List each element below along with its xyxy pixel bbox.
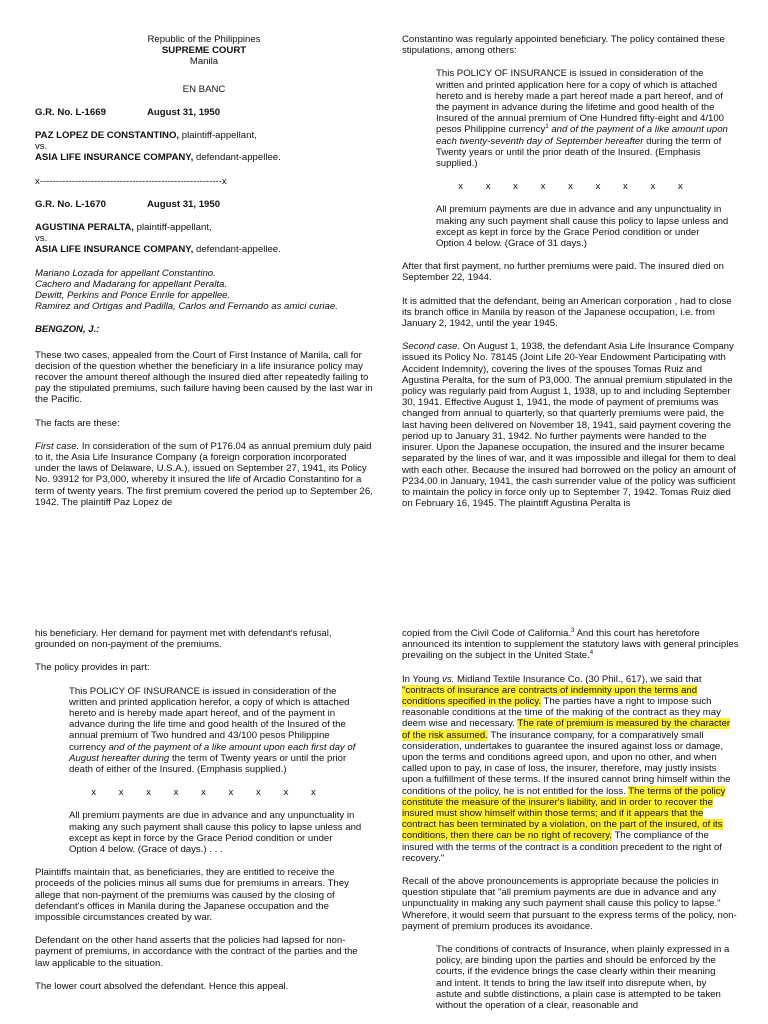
first-case-label: First case. [35, 440, 80, 452]
counsel-list [35, 268, 373, 313]
facts-heading: The facts are these: [35, 417, 120, 429]
policy-quote-5: The conditions of contracts of Insurance, when plainly expressed in a policy, are binding upon the parties and should be enforced by the courts, if the evidence brings the case clearly within their meaning and intent. It tends to bring the law itself into disrepute when, by astute and subtle distinctions, a plain case is attempted to be taken without the operation of a clear, reasonable and [436, 944, 730, 1012]
case-separator: x---------------------------------------------------------x [35, 175, 227, 187]
ellipsis-marks: x x x x x x x x x [458, 181, 684, 193]
document-page-2 [0, 618, 768, 1024]
intro-paragraph: These two cases, appealed from the Court of First Instance of Manila, call for decision of the question whether the beneficiary in a life insurance policy may recover the amount thereof although the insured died after repeatedly failing to pay the stipulated premiums, such failure having been caused by the last war in the Pacific. [35, 349, 373, 406]
policy-provides-line: The policy provides in part: [35, 662, 150, 674]
policy-quote-1 [436, 68, 730, 169]
second-case-text: On August 1, 1938, the defendant Asia Life Insurance Company issued its Policy No. 78145 (Joint Life 20-Year Endowment Participating with Accident Indemnity), covering the lives of the spouses Tomas Ruiz and Agustina Peralta, for the sum of P3,000. The annual premium stipulated in the policy was regularly paid from August 1, 1938, up to and including September 30, 1941. Effective August 1, 1941, the mode of payment of premiums was changed from annual to quarterly, so that quarterly premiums were paid, the last having been delivered on November 18, 1941, said payment covering the period up to January 31, 1942. No further payments were handed to the insurer. Upon the Japanese occupation, the insured and the insurer became separated by the lines of war, and it was impossible and illegal for them to deal with each other. Because the insured had borrowed on the policy an amount of P234.00 in January, 1941, the cash surrender value of the policy was sufficient to maintain the policy in force only up to September 7, 1942. Tomas Ruiz died on February 16, 1945. The plaintiff Agustina Peralta is [402, 341, 736, 510]
page1-right-column [402, 34, 740, 521]
page2-right-column [402, 628, 740, 1023]
counsel-line: Ramirez and Ortigas and Padilla, Carlos and Fernando as amici curiae. [35, 301, 338, 313]
recall-paragraph: Recall of the above pronouncements is appropriate because the policies in question stipulate that "all premium payments are due in advance and any unpunctuality in making any such payment shall cause this policy to lapse." Wherefore, it would seem that pursuant to the express terms of the policy, non-payment of premium produces its avoidance. [402, 876, 737, 932]
case2-plaintiff: AGUSTINA PERALTA, [35, 222, 134, 234]
plaintiffs-maintain-paragraph: Plaintiffs maintain that, as beneficiaries, they are entitled to receive the proceeds of the policies minus all sums due for premiums in arrears. They allege that non-payment of the premiums was caused by the closing of defendant's offices in Manila during the Japanese occupation and the impossible circumstances created by war. [35, 867, 349, 924]
court-city: Manila [189, 56, 219, 68]
republic-line: Republic of the Philippines [147, 34, 261, 45]
case1-gr-line [35, 107, 373, 118]
lower-court-paragraph: The lower court absolved the defendant. Hence this appeal. [35, 980, 289, 992]
quote3-part-c: the term of Twenty years or until the prior death of either of the Insured. (Emphasis supplied.) [69, 752, 347, 776]
en-banc-label: EN BANC [182, 83, 226, 95]
ponente: BENGZON, J.: [35, 324, 100, 336]
footnote-ref: 3 [571, 627, 575, 634]
footnote-ref: 4 [589, 650, 594, 657]
case2-gr-number: G.R. No. L-1670 [35, 198, 106, 210]
court-name: SUPREME COURT [161, 45, 247, 57]
case1-plaintiff: PAZ LOPEZ DE CONSTANTINO, [35, 130, 180, 142]
young-text-e: The compliance of the insured with the terms of the contract is a condition precedent to the right of recovery." [402, 830, 722, 864]
policy-quote-4: All premium payments are due in advance and any unpunctuality in making any such payment shall cause this policy to lapse unless and except as kept in force by the Grace Period condition or under Option 4 below. (Grace of days.) . . . [69, 810, 362, 856]
second-case-paragraph [402, 341, 740, 509]
page2-left-column [35, 628, 373, 1004]
young-vs-midland-paragraph [402, 674, 740, 864]
case1-parties [35, 130, 373, 164]
highlight-1: "contracts of insurance are contracts of indemnity upon the terms and conditions specified in the policy. [402, 684, 698, 708]
defendant-asserts-paragraph: Defendant on the other hand asserts that the policies had lapsed for non-payment of premiums, in accordance with the contract of the parties and the law applicable to the situation. [35, 935, 358, 969]
young-vs: vs. [442, 673, 455, 685]
quote3-part-a: This POLICY OF INSURANCE is issued in consideration of the written and printed application herefor, a copy of which is attached hereto and is hereby made apart hereof, and of the payment in advance during the life time and good health of the Insured of the annual premium of Two hundred and 43/100 pesos Philippine currency [69, 685, 350, 753]
case2-plaintiff-role: plaintiff-appellant, [133, 222, 212, 234]
civil-code-text-a: copied from the Civil Code of California. [402, 628, 572, 639]
case1-defendant-role: defendant-appellee. [193, 152, 281, 164]
young-text-d: The insurance company, for a comparatively small consideration, undertakes to guarantee the insured against loss or damage, upon the terms and conditions agreed upon, and upon no other, and when called upon to pay, in case of loss, the insurer, therefore, may justly insists upon a fulfillment of these terms. If the insured cannot bring himself within the conditions of the policy, he is not entitled for the loss. [402, 729, 731, 797]
quote3-part-b: and of the payment of a like amount upon each first day of August hereafter during [69, 741, 356, 764]
case1-vs: vs. [35, 141, 48, 153]
quote1-part-a: This POLICY OF INSURANCE is issued in consideration of the written and printed application here for a copy of which is attached hereto and is hereby made a part hereof made a part hereof, and of the payment in advance during the lifetime and good health of the Insured of the annual premium of One Hundred fifty-eight and 4/100 pesos Philippine currency [436, 68, 724, 136]
case2-defendant-role: defendant-appellee. [193, 244, 281, 256]
footnote-ref: 1 [545, 124, 549, 131]
highlight-3: The terms of the policy constitute the measure of the insurer's liability, and in order to recover the insured must show himself within those terms; and if it appears that the contract has been terminated by a violation, on the part of the insured, of its conditions, then there can be no right of recovery. [402, 785, 726, 842]
second-case-label: Second case. [402, 341, 461, 353]
page-gap [0, 580, 768, 618]
quote1-part-b: and of the payment of a like amount upon each twenty-seventh day of September hereafter [436, 124, 728, 147]
case2-date: August 31, 1950 [147, 198, 221, 210]
quote1-part-c: during the term of Twenty years or until the prior death of the Insured. (Emphasis supplied.) [436, 135, 722, 170]
page1-left-column [35, 34, 373, 520]
beneficiary-paragraph: Constantino was regularly appointed beneficiary. The policy contained these stipulations, among others: [402, 34, 725, 57]
case2-gr-line [35, 199, 373, 210]
after-first-payment-paragraph: After that first payment, no further premiums were paid. The insured died on September 22, 1944. [402, 261, 724, 284]
counsel-line: Cachero and Madarang for appellant Peralta. [35, 278, 227, 290]
ellipsis-marks: x x x x x x x x x [91, 787, 317, 799]
young-text-b: Midland Textile Insurance Co. (30 Phil., 617), we said that [454, 673, 702, 685]
civil-code-paragraph [402, 628, 740, 662]
young-text-c: The parties have a right to impose such reasonable conditions at the time of the making of the contract as they may deem wise and necessary. [402, 696, 721, 730]
admitted-paragraph: It is admitted that the defendant, being an American corporation , had to close its branch office in Manila by reason of the Japanese occupation, i.e. from January 2, 1942, until the year 1945. [402, 295, 732, 330]
policy-quote-2: All premium payments are due in advance and any unpunctuality in making any such payment shall cause this policy to lapse unless and except as kept in force by the Grace Period condition or under Option 4 below. (Grace of 31 days.) [436, 204, 729, 250]
case2-defendant: ASIA LIFE INSURANCE COMPANY, [35, 244, 194, 256]
case1-gr-number: G.R. No. L-1669 [35, 106, 106, 118]
case2-parties [35, 222, 373, 256]
beneficiary-demand-paragraph: his beneficiary. Her demand for payment met with defendant's refusal, grounded on non-payment of the premiums. [35, 628, 332, 651]
counsel-line: Dewitt, Perkins and Ponce Enrile for appellee. [35, 290, 231, 302]
case1-defendant: ASIA LIFE INSURANCE COMPANY, [35, 152, 194, 164]
case2-vs: vs. [35, 233, 48, 245]
policy-quote-3 [69, 686, 363, 776]
highlight-2: The rate of premium is measured by the character of the risk assumed. [402, 718, 731, 741]
counsel-line: Mariano Lozada for appellant Constantino. [35, 267, 216, 279]
young-text-a: In Young [402, 673, 443, 685]
first-case-paragraph [35, 441, 373, 508]
case1-plaintiff-role: plaintiff-appellant, [179, 130, 257, 142]
case1-date: August 31, 1950 [147, 106, 221, 118]
civil-code-text-b: And this court has heretofore announced its intention to supplement the statutory laws with general principles prevailing on the subject in the United State. [402, 628, 739, 662]
first-case-text: In consideration of the sum of P176.04 as annual premium duly paid to it, the Asia Life Insurance Company (a foreign corporation incorporated under the laws of Delaware, U.S.A.), issued on September 27, 1941, its Policy No. 93912 for P3,000, whereby it insured the life of Arcadio Constantino for a term of twenty years. The first premium covered the period up to September 26, 1942. The plaintiff Paz Lopez de [35, 440, 373, 508]
